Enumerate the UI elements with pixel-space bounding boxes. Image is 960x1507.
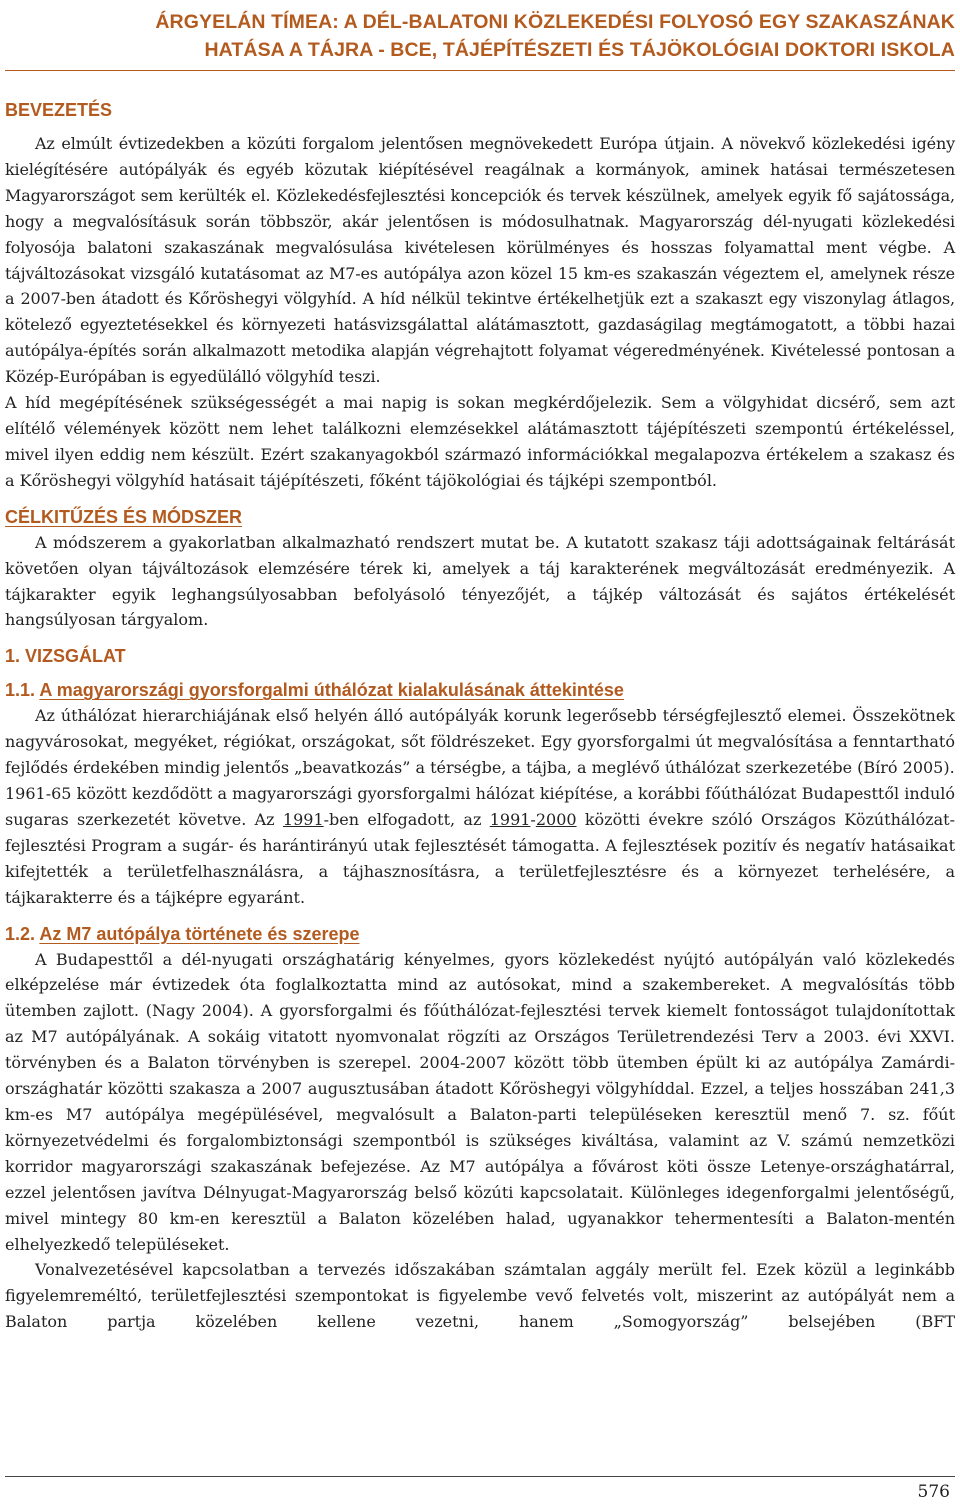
text-segment: 1961-65 között kezdődött a magyarországi gyorsforgalmi hálózat kiépítése, a korábbi főúthálózat Budapesttől induló sugaras szerkezetét követve. Az: [5, 784, 955, 829]
paragraph-celkituzes-1: A módszerem a gyakorlatban alkalmazható rendszert mutat be. A kutatott szakasz táji adottságainak feltárását követően olyan tájváltozások elemzésére térek ki, amelyek a táj karakterének megváltozását eredményezik. A tájkarakter egyik leghangsúlyosabban befolyásoló tényezőjét, a tájkép változását és sajátos értékelését hangsúlyosan tárgyalom.: [5, 532, 955, 630]
year-link-1991[interactable]: 1991: [282, 809, 324, 829]
header-line-1: ÁRGYELÁN TÍMEA: A DÉL-BALATONI KÖZLEKEDÉSI FOLYOSÓ EGY SZAKASZÁNAK: [155, 11, 955, 33]
paragraph-1-2-1: A Budapesttől a dél-nyugati országhatárig kényelmes, gyors közlekedést nyújtó autópályán való közlekedés elképzelése már évtizedek óta foglalkoztatta mind az autósokat, mind a szakembereket. A megvalósítás több ütemben zajlott. (Nagy 2004). A gyorsforgalmi és főúthálózat-fejlesztési tervek kiemelt fontosságot tulajdonítottak az M7 autópályának. A sokáig vitatott nyomvonalat rögzíti az Országos Területrendezési Terv a 2003. évi XXVI. törvényben és a Balaton törvényben is szerepel. 2004-2007 között több ütemben épült ki az autópálya Zamárdi-országhatár közötti szakasza a 2007 augusztusában átadott Kőröshegyi völgyhíddal. Ezzel, a teljes hosszában 241,3 km-es M7 autópálya megépülésével, megvalósult a Balaton-parti településeken keresztül menő 7. sz. főút környezetvédelmi és forgalombiztonsági szempontból is szükséges kiváltása, valamint az V. számú nemzetközi korridor magyarországi szakaszának befejezése. Az M7 autópálya a fővárost köti össze Letenye-országhatárral, ezzel jelentősen javítva Délnyugat-Magyarország belső közúti kapcsolatait. Különleges idegenforgalmi jelentőségű, mivel mintegy 80 km-en keresztül a Balaton közelében halad, ugyanakkor tehermentesíti a Balaton-mentén elhelyezkedő településeket.: [5, 949, 955, 1254]
year-link-1991-b[interactable]: 1991: [489, 809, 531, 829]
subsection-number: 1.1.: [5, 680, 36, 701]
text-segment: -ben elfogadott, az: [323, 809, 490, 829]
subsection-title: A magyarországi gyorsforgalmi úthálózat kialakulásának áttekintése: [39, 680, 624, 701]
section-heading-celkituzes: CÉLKITŰZÉS ÉS MÓDSZER: [5, 506, 243, 527]
running-header: [5, 0, 955, 71]
subsection-number: 1.2.: [5, 923, 36, 944]
paragraph-1-1-1: Az úthálózat hierarchiájának első helyén álló autópályák korunk legerősebb térségfejlesztő elemei. Összekötnek nagyvárosokat, megyéket, régiókat, országokat, sőt földrészeket. Egy gyorsforgalmi út megvalósítása a fenntartható fejlődés érdekében mindig jelentős „beavatkozás” a térségbe, a tájba, a meglévő úthálózat szerkezetébe (Bíró 2005).: [5, 706, 955, 778]
header-divider: [5, 70, 955, 71]
paragraph-1-2-2: Vonalvezetésével kapcsolatban a tervezés időszakában számtalan aggály merült fel. Ezek közül a leginkább figyelemreméltó, területfejlesztési szempontokat is figyelembe vevő felvetés volt, miszerint az autópályát nem a Balaton partja közelében kellene vezetni, hanem „Somogyország” belsejében (BFT: [5, 1260, 955, 1332]
footer-divider: [5, 1476, 955, 1477]
subsection-heading-1-1: [5, 677, 955, 703]
paragraph-bevezetes-1: Az elmúlt évtizedekben a közúti forgalom jelentősen megnövekedett Európa útjain. A növekvő közlekedési igény kielégítésére autópályák és egyéb közutak kiépítésével reagálnak a kormányok, aminek hatásai természetesen Magyarországot sem kerülték el. Közlekedésfejlesztési koncepciók és tervek készülnek, amelyek egyik fő sajátossága, hogy a megvalósításuk során többször, akár jelentősen is módosulhatnak. Magyarország dél-nyugati közlekedési folyosója balatoni szakaszának megvalósulása kivételesen körülményes és hosszas folyamattal ment végbe. A tájváltozásokat vizsgáló kutatásomat az M7-es autópálya azon közel 15 km-es szakaszán végeztem el, amelynek része a 2007-ben átadott és Kőröshegyi völgyhíd. A híd nélkül tekintve értékelhetjük ezt a szakaszt egy viszonylag átlagos, kötelező egyeztetésekkel és környezeti hatásvizsgálattal alátámasztott, gazdaságilag megtámogatott, a többi hazai autópálya-építés során alkalmazott metodika alapján végrehajtott folyamat végeredményének. Kivételessé pontosan a Közép-Európában is egyedülálló völgyhíd teszi.: [5, 134, 955, 387]
paragraph-1-1-2: [5, 781, 955, 911]
paragraph-bevezetes-2: A híd megépítésének szükségességét a mai napig is sokan megkérdőjelezik. Sem a völgyhidat dicsérő, sem azt elítélő vélemények között nem lehet találkozni elemzésekkel alátámasztott tájépítészeti szempontú értékeléssel, mivel ilyen eddig nem készült. Ezért szakanyagokból származó információkkal megalapozva értékelem a szakasz és a Kőröshegyi völgyhíd hatásait tájépítészeti, főként tájökológiai és tájképi szempontból.: [5, 393, 955, 490]
text-segment: -: [530, 809, 536, 829]
page-number: 576: [917, 1482, 950, 1502]
subsection-heading-1-2: [5, 921, 955, 947]
subsection-title: Az M7 autópálya története és szerepe: [39, 923, 360, 944]
document-page: [5, 0, 955, 1335]
section-heading-vizsgalat: 1. VIZSGÁLAT: [5, 646, 126, 667]
header-line-2: HATÁSA A TÁJRA - BCE, TÁJÉPÍTÉSZETI ÉS TÁJÖKOLÓGIAI DOKTORI ISKOLA: [204, 39, 955, 61]
year-link-2000[interactable]: 2000: [535, 809, 577, 829]
section-heading-bevezetes: BEVEZETÉS: [5, 100, 113, 120]
text-segment: közötti évekre szóló Országos Közúthálózat-fejlesztési Program a sugár- és harántirányú utak fejlesztését támogatta. A fejlesztések pozitív és negatív hatásaikat kifejtették a területfelhasználásra, a tájhasznosításra, a területfejlesztésre és a környezet terhelésére, a tájkarakterre és a tájképre egyaránt.: [5, 809, 956, 907]
